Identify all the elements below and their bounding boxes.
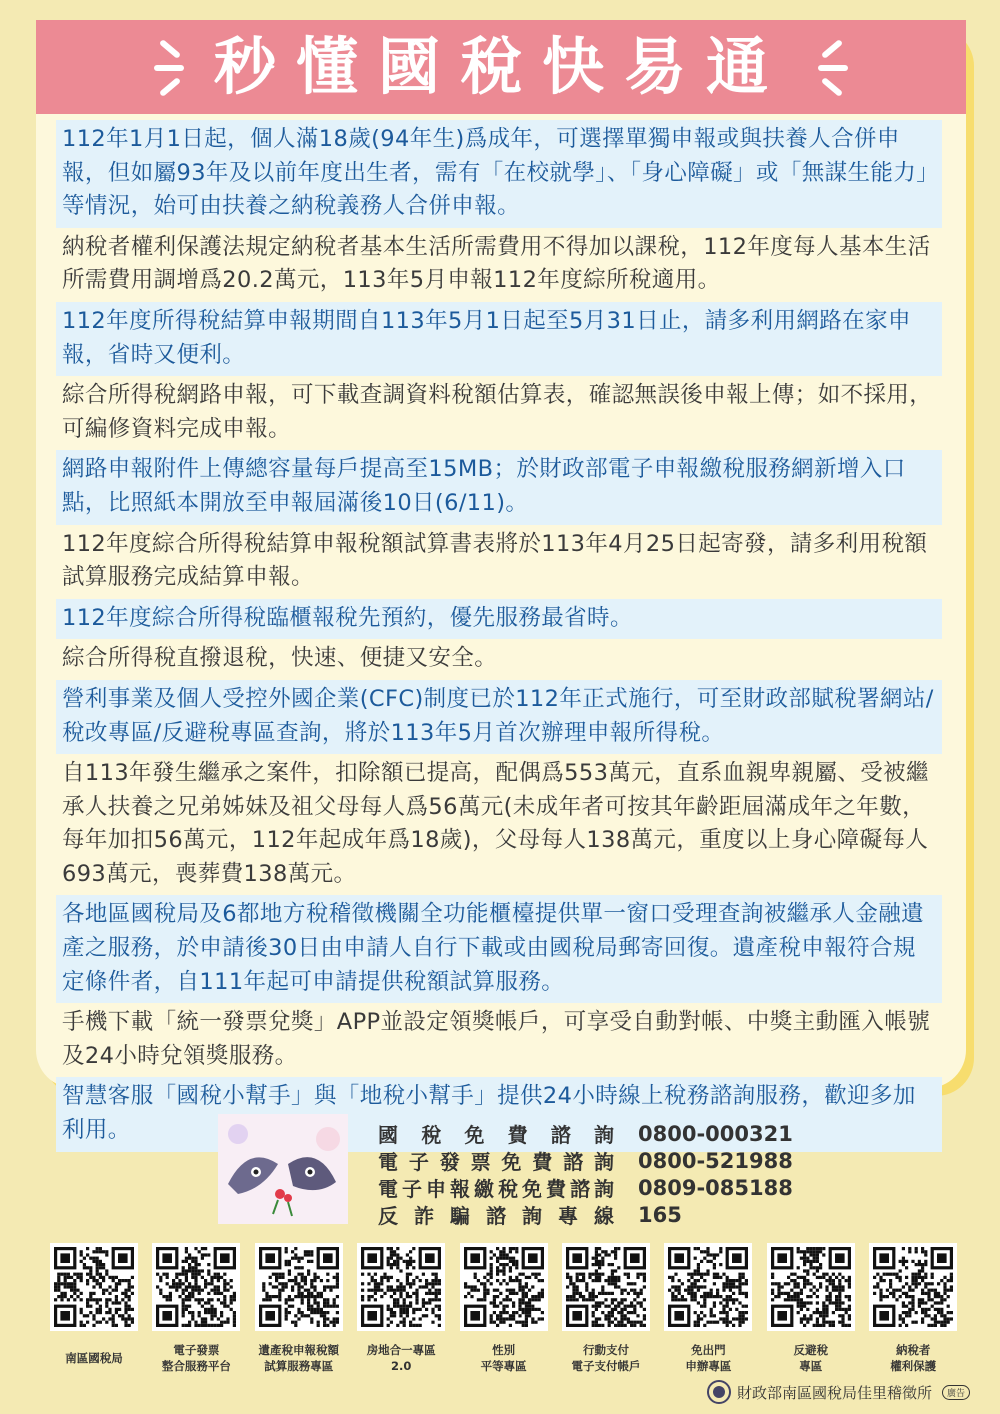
info-item: 手機下載「統一發票兌獎」APP並設定領獎帳戶，可享受自動對帳、中獎主動匯入帳號及24小時兌領獎服務。 — [62, 1009, 931, 1069]
qr-label-line: 免出門 — [691, 1343, 726, 1357]
qr-label-line: 反避稅 — [793, 1343, 829, 1357]
contact-label: 國稅免費諮詢 — [378, 1123, 614, 1147]
qr-label-line: 南區國稅局 — [65, 1351, 123, 1365]
contact-list — [378, 1120, 793, 1228]
qr-code[interactable] — [664, 1243, 752, 1331]
info-item: 營利事業及個人受控外國企業(CFC)制度已於112年正式施行，可至財政部賦稅署網站/稅改專區/反避稅專區查詢，將於113年5月首次辦理申報所得稅。 — [56, 680, 942, 754]
qr-label-line: 申辦專區 — [685, 1359, 732, 1373]
info-item: 112年度所得稅結算申報期間自113年5月1日起至5月31日止，請多利用網路在家申報，省時又便利。 — [56, 302, 942, 376]
qr-code[interactable] — [460, 1243, 548, 1331]
info-item: 112年度綜合所得稅臨櫃報稅先預約，優先服務最省時。 — [56, 599, 942, 640]
info-item: 自113年發生繼承之案件，扣除額已提高，配偶爲553萬元，直系血親卑親屬、受被繼承人扶養之兄弟姊妹及祖父母每人爲56萬元(未成年者可按其年齡距屆滿成年之年數，每年加扣56萬元，112年起成年爲18歲)，父母每人138萬元，重度以上身心障礙每人693萬元，喪葬費138萬元。 — [62, 760, 929, 887]
info-item: 綜合所得稅網路申報，可下載查調資料稅額估算表，確認無誤後申報上傳；如不採用，可編修資料完成申報。 — [62, 382, 933, 442]
title-bar — [36, 20, 966, 114]
mascot-illustration — [218, 1114, 348, 1224]
qr-code[interactable] — [50, 1243, 138, 1331]
qr-label-line: 遺產稅申報稅額 — [258, 1343, 340, 1357]
info-item: 綜合所得稅直撥退稅，快速、便捷又安全。 — [62, 645, 498, 672]
info-item: 網路申報附件上傳總容量每戶提高至15MB；於財政部電子申報繳稅服務網新增入口點，比照紙本開放至申報屆滿後10日(6/11)。 — [56, 450, 942, 524]
contact-number: 0800-000321 — [638, 1121, 793, 1146]
qr-label-line: 行動支付 — [583, 1343, 629, 1357]
contact-label: 電子發票免費諮詢 — [378, 1150, 614, 1174]
qr-label-line: 2.0 — [391, 1359, 412, 1373]
ad-tag: 廣告 — [942, 1385, 970, 1400]
page-title: 秒懂國稅快易通 — [213, 30, 788, 103]
qr-label-line: 電子發票 — [173, 1343, 220, 1357]
qr-code[interactable] — [255, 1243, 343, 1331]
qr-label — [853, 1342, 973, 1374]
qr-label-line: 專區 — [799, 1359, 823, 1373]
info-item: 納稅者權利保護法規定納稅者基本生活所需費用不得加以課稅，112年度每人基本生活所需費用調增爲20.2萬元，113年5月申報112年度綜所稅適用。 — [62, 233, 931, 294]
info-list — [56, 120, 942, 1152]
contact-row — [378, 1201, 793, 1228]
qr-label-line: 整合服務平台 — [161, 1359, 231, 1373]
contact-row — [378, 1174, 793, 1201]
info-item: 112年度綜合所得稅結算申報稅額試算書表將於113年4月25日起寄發，請多利用稅額試算服務完成結算申報。 — [62, 530, 928, 591]
qr-label-line: 性別 — [492, 1343, 516, 1357]
info-item: 112年1月1日起，個人滿18歲(94年生)爲成年，可選擇單獨申報或與扶養人合併申報，但如屬93年及以前年度出生者，需有「在校就學」、「身心障礙」或「無謀生能力」等情況，始可由扶養之納稅義務人合併申報。 — [56, 120, 942, 228]
sparkle-left-icon — [152, 38, 192, 98]
qr-label-line: 納稅者 — [895, 1343, 931, 1357]
footer-org: 財政部南區國稅局佳里稽徵所 — [736, 1383, 932, 1402]
contact-row — [378, 1120, 793, 1147]
qr-code[interactable] — [357, 1243, 445, 1331]
qr-label-line: 試算服務專區 — [264, 1359, 334, 1373]
info-item: 智慧客服「國稅小幫手」與「地稅小幫手」提供24小時線上稅務諮詢服務，歡迎多加利用。 — [56, 1077, 942, 1151]
contact-row — [378, 1147, 793, 1174]
contact-label: 電子申報繳稅免費諮詢 — [378, 1177, 614, 1201]
footer — [707, 1380, 970, 1404]
qr-label-line: 平等專區 — [480, 1359, 527, 1373]
contact-number: 165 — [638, 1202, 682, 1227]
qr-code[interactable] — [869, 1243, 957, 1331]
qr-code[interactable] — [562, 1243, 650, 1331]
info-item: 各地區國稅局及6都地方稅稽徵機關全功能櫃檯提供單一窗口受理查詢被繼承人金融遺產之服務，於申請後30日由申請人自行下載或由國稅局郵寄回復。遺產稅申報符合規定條件者，自111年起可申請提供稅額試算服務。 — [56, 895, 942, 1003]
government-emblem-icon — [707, 1380, 731, 1404]
contact-label: 反詐騙諮詢專線 — [378, 1204, 614, 1228]
contact-number: 0800-521988 — [638, 1148, 793, 1173]
contact-number: 0809-085188 — [638, 1175, 793, 1200]
qr-label-line: 權利保護 — [890, 1359, 937, 1373]
qr-label-line: 電子支付帳戶 — [571, 1359, 641, 1373]
qr-code[interactable] — [767, 1243, 855, 1331]
qr-label-line: 房地合一專區 — [366, 1343, 436, 1357]
sparkle-right-icon — [810, 38, 850, 98]
qr-code[interactable] — [152, 1243, 240, 1331]
